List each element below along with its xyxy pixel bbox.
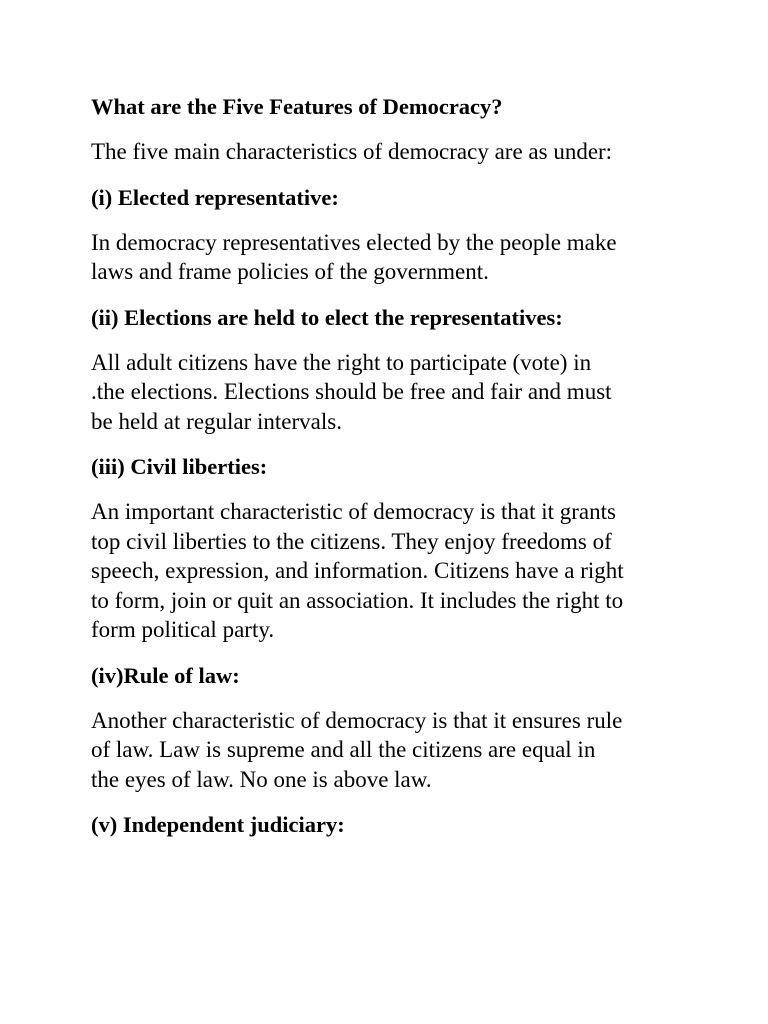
body-line: laws and frame policies of the government. <box>91 259 489 284</box>
document-title: What are the Five Features of Democracy? <box>91 94 503 119</box>
section-body-rule-of-law <box>91 706 731 795</box>
section-body-elected-representative <box>91 228 731 287</box>
body-line: Another characteristic of democracy is that it ensures rule <box>91 707 623 733</box>
section-body-civil-liberties <box>91 497 731 645</box>
body-line: the eyes of law. No one is above law. <box>91 766 432 792</box>
body-line: to form, join or quit an association. It includes the right to <box>91 587 624 613</box>
intro-paragraph: The five main characteristics of democracy are as under: <box>91 139 613 164</box>
body-line: .the elections. Elections should be free and fair and must <box>91 379 612 404</box>
body-line: of law. Law is supreme and all the citizens are equal in <box>91 737 596 762</box>
section-heading-elected-representative: (i) Elected representative: <box>91 184 339 210</box>
section-heading-elections: (ii) Elections are held to elect the representatives: <box>91 304 563 330</box>
body-line: In democracy representatives elected by the people make <box>91 229 617 255</box>
section-heading-rule-of-law: (iv)Rule of law: <box>91 662 240 688</box>
section-heading-civil-liberties: (iii) Civil liberties: <box>91 454 268 479</box>
body-line: be held at regular intervals. <box>91 408 342 434</box>
body-line: speech, expression, and information. Citizens have a right <box>91 558 624 583</box>
body-line: All adult citizens have the right to participate (vote) in <box>91 349 592 375</box>
document-page <box>91 92 731 855</box>
body-line: top civil liberties to the citizens. They enjoy freedoms of <box>91 528 612 554</box>
section-body-elections <box>91 348 731 437</box>
section-heading-independent-judiciary: (v) Independent judiciary: <box>91 812 345 837</box>
body-line: An important characteristic of democracy is that it grants <box>91 499 616 524</box>
body-line: form political party. <box>91 617 275 642</box>
